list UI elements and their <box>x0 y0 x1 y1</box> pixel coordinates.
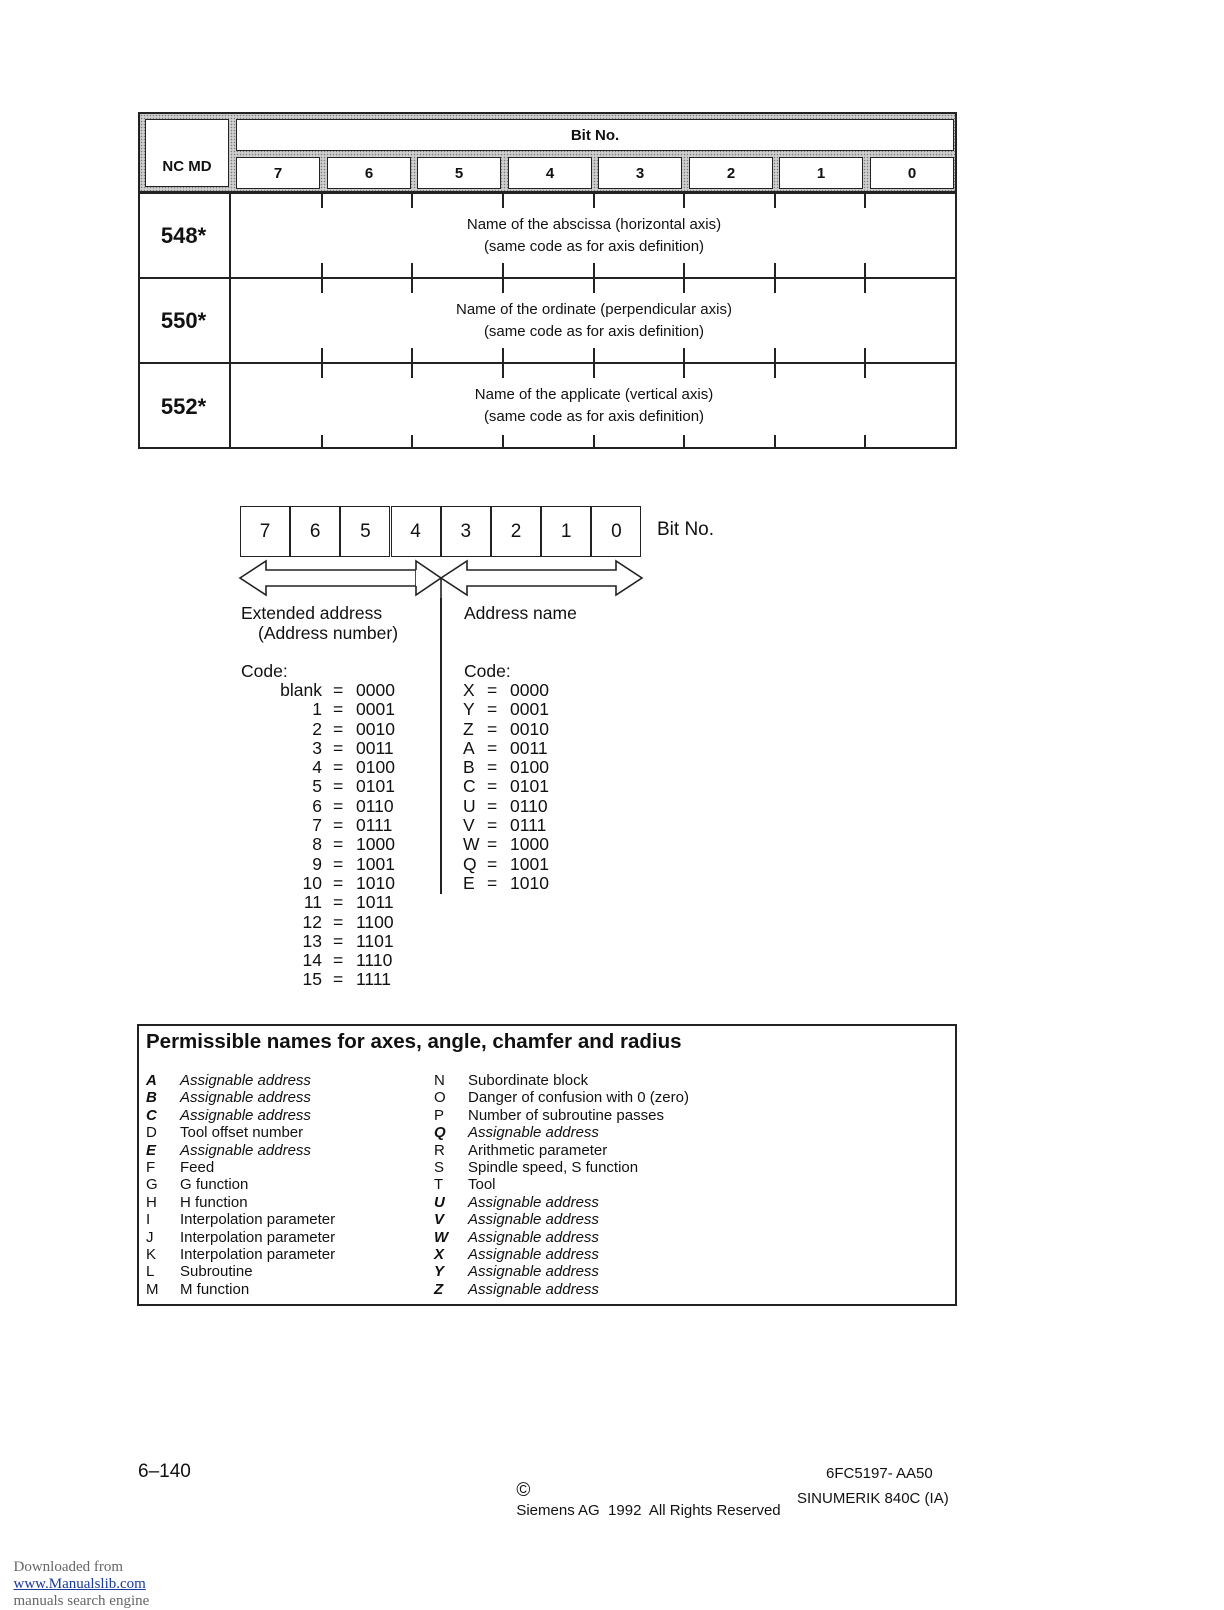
code-line <box>463 797 583 816</box>
nc-md-header <box>145 119 229 187</box>
name-letter: L <box>146 1263 155 1281</box>
name-description: Assignable address <box>468 1211 599 1229</box>
code-equals: = <box>333 757 344 778</box>
code-value: 0011 <box>356 737 394 758</box>
code-key: Z <box>463 718 474 739</box>
bit-divider-tick <box>864 348 866 362</box>
bit-header-label: 5 <box>454 164 464 182</box>
code-value: 0001 <box>356 699 395 720</box>
bit-divider-tick <box>774 263 776 277</box>
table-row <box>138 362 957 449</box>
copyright-symbol: © <box>516 1480 531 1501</box>
bit-divider-tick <box>864 435 866 449</box>
code-key: 8 <box>312 834 322 855</box>
name-letter: Z <box>434 1280 444 1298</box>
code-line <box>240 700 410 719</box>
code-value: 0001 <box>510 699 549 720</box>
md-description-line-2: (same code as for axis definition) <box>483 323 705 340</box>
bit-divider-tick <box>683 194 685 208</box>
right-code-label: Code: <box>464 661 511 681</box>
code-key: 10 <box>302 872 322 893</box>
name-description: Danger of confusion with 0 (zero) <box>468 1089 689 1107</box>
bit-header-cell <box>327 157 411 189</box>
code-key: Q <box>463 853 477 874</box>
code-line <box>463 720 583 739</box>
bit-divider-tick <box>321 263 323 277</box>
name-letter: F <box>146 1159 156 1176</box>
copyright-line <box>508 1463 781 1519</box>
name-description: Assignable address <box>180 1072 311 1089</box>
code-line <box>463 681 583 700</box>
bit-no-label: Bit No. <box>570 126 620 144</box>
name-letter: D <box>146 1124 157 1142</box>
bit-divider-tick <box>411 348 413 362</box>
left-code-label: Code: <box>241 661 288 681</box>
name-description: Arithmetic parameter <box>468 1141 608 1159</box>
code-line <box>463 835 583 854</box>
code-value: 0101 <box>356 776 395 797</box>
table-row <box>138 277 957 362</box>
address-name-code-list <box>463 681 583 893</box>
code-line <box>463 855 583 874</box>
download-banner <box>6 1542 149 1610</box>
code-value: 1011 <box>356 892 394 913</box>
order-number: 6FC5197- AA50 <box>826 1465 933 1482</box>
bit-header-label: 1 <box>816 164 826 182</box>
bit-divider-tick <box>683 435 685 449</box>
name-description: Interpolation parameter <box>180 1228 336 1246</box>
code-equals: = <box>487 834 498 855</box>
bit-divider-tick <box>774 279 776 293</box>
bit-divider-tick <box>321 279 323 293</box>
bit-divider-tick <box>321 364 323 378</box>
bit-divider-tick <box>321 435 323 449</box>
bit-divider-tick <box>683 263 685 277</box>
bit-header-label: 3 <box>635 164 645 182</box>
bit-header-cell <box>870 157 954 189</box>
name-description: Assignable address <box>180 1089 311 1107</box>
bit-divider-tick <box>593 194 595 208</box>
code-line <box>240 720 410 739</box>
md-description-line-2: (same code as for axis definition) <box>483 408 705 425</box>
code-key: 1 <box>312 699 322 720</box>
bit-divider-tick <box>321 348 323 362</box>
name-description: Interpolation parameter <box>180 1211 336 1229</box>
code-line <box>463 816 583 835</box>
code-equals: = <box>333 892 344 913</box>
name-description: Assignable address <box>468 1280 599 1298</box>
bit-divider-tick <box>593 364 595 378</box>
bit-divider-tick <box>502 364 504 378</box>
code-value: 0110 <box>356 795 394 816</box>
diagram-bit-no-label: Bit No. <box>657 519 715 540</box>
name-letter: C <box>146 1106 157 1124</box>
bit-box: 5 <box>340 506 390 557</box>
code-equals: = <box>333 815 344 836</box>
download-suffix: manuals search engine <box>13 1593 150 1609</box>
name-description: Assignable address <box>468 1263 599 1281</box>
code-value: 1000 <box>510 834 549 855</box>
code-key: 3 <box>312 737 322 758</box>
code-key: Y <box>463 699 475 720</box>
page-number: 6–140 <box>138 1461 191 1482</box>
code-equals: = <box>487 795 498 816</box>
name-letter: K <box>146 1246 157 1263</box>
code-line <box>463 777 583 796</box>
name-letter: A <box>146 1072 157 1089</box>
code-key: 6 <box>312 795 322 816</box>
code-value: 0110 <box>510 795 548 816</box>
permissible-names-box <box>137 1024 957 1306</box>
code-key: W <box>463 834 480 855</box>
name-description: Assignable address <box>468 1246 599 1263</box>
bit-divider-tick <box>774 364 776 378</box>
bit-header-label: 0 <box>907 164 917 182</box>
permissible-names-title: Permissible names for axes, angle, chamfer and radius <box>146 1030 682 1053</box>
bit-divider-tick <box>683 279 685 293</box>
bit-divider-tick <box>683 364 685 378</box>
name-letter: N <box>434 1072 445 1089</box>
code-value: 1111 <box>356 969 392 990</box>
code-line <box>240 835 410 854</box>
code-equals: = <box>333 834 344 855</box>
bit-divider-tick <box>502 435 504 449</box>
code-key: 7 <box>312 815 322 836</box>
bit-divider-tick <box>502 263 504 277</box>
code-key: X <box>463 680 475 700</box>
code-line <box>240 758 410 777</box>
bit-divider-tick <box>411 364 413 378</box>
bit-header-cell <box>598 157 682 189</box>
bit-divider-tick <box>593 263 595 277</box>
code-equals: = <box>487 757 498 778</box>
name-description: H function <box>180 1193 248 1211</box>
name-letter: G <box>146 1176 158 1194</box>
bit-header-cell <box>779 157 863 189</box>
md-description-line-2: (same code as for axis definition) <box>483 238 705 255</box>
bit-divider-tick <box>593 348 595 362</box>
code-equals: = <box>333 930 344 951</box>
bit-divider-tick <box>321 194 323 208</box>
code-equals: = <box>487 699 498 720</box>
name-description: Number of subroutine passes <box>468 1106 664 1124</box>
name-description: Assignable address <box>468 1228 599 1246</box>
table-header <box>138 112 957 193</box>
bit-box: 0 <box>591 506 641 557</box>
code-line <box>240 855 410 874</box>
name-letter: U <box>434 1193 445 1211</box>
code-line <box>463 758 583 777</box>
address-name-arrow <box>441 561 642 595</box>
code-line <box>463 700 583 719</box>
code-equals: = <box>333 718 344 739</box>
name-letter: J <box>146 1228 154 1246</box>
download-prefix: Downloaded from <box>13 1559 124 1575</box>
code-line <box>240 739 410 758</box>
bit-box: 6 <box>290 506 340 557</box>
name-description: Interpolation parameter <box>180 1246 336 1263</box>
code-equals: = <box>333 872 344 893</box>
code-value: 1001 <box>356 853 395 874</box>
bit-header-cell <box>236 157 320 189</box>
name-letter: R <box>434 1141 445 1159</box>
name-letter: O <box>434 1089 446 1107</box>
code-line <box>240 893 410 912</box>
name-letter: M <box>146 1280 159 1298</box>
code-key: 12 <box>302 911 322 932</box>
range-arrows <box>236 558 648 600</box>
code-value: 1010 <box>356 872 395 893</box>
product-name: SINUMERIK 840C (IA) <box>797 1490 949 1507</box>
code-equals: = <box>487 718 498 739</box>
code-value: 0101 <box>510 776 549 797</box>
bit-divider-tick <box>411 263 413 277</box>
name-letter: X <box>434 1246 445 1263</box>
code-equals: = <box>487 872 498 893</box>
name-letter: Y <box>434 1263 445 1281</box>
code-line <box>240 816 410 835</box>
name-description: Assignable address <box>468 1193 599 1211</box>
bit-no-header <box>236 119 954 151</box>
code-equals: = <box>333 853 344 874</box>
code-equals: = <box>487 815 498 836</box>
extended-address-title: Extended address <box>241 603 383 623</box>
code-equals: = <box>487 737 498 758</box>
code-key: 4 <box>312 757 322 778</box>
code-key: blank <box>280 680 322 700</box>
code-line <box>240 913 410 932</box>
bit-divider-tick <box>411 435 413 449</box>
code-value: 0111 <box>356 815 393 836</box>
code-equals: = <box>487 776 498 797</box>
bit-divider-tick <box>411 194 413 208</box>
bit-divider-tick <box>774 348 776 362</box>
code-key: 15 <box>302 969 322 990</box>
code-line <box>240 874 410 893</box>
name-description: Subroutine <box>180 1263 253 1281</box>
extended-address-arrow <box>240 561 416 595</box>
code-value: 1001 <box>510 853 549 874</box>
bit-header-cell <box>417 157 501 189</box>
code-line <box>463 739 583 758</box>
code-line <box>240 970 410 989</box>
code-key: E <box>463 872 475 893</box>
address-number-subtitle: (Address number) <box>258 623 399 643</box>
code-key: 14 <box>302 950 322 971</box>
bit-divider-tick <box>864 263 866 277</box>
code-value: 0000 <box>510 680 549 700</box>
code-value: 0111 <box>510 815 547 836</box>
code-key: V <box>463 815 475 836</box>
code-value: 1100 <box>356 911 394 932</box>
name-description: Assignable address <box>180 1106 311 1124</box>
code-line <box>240 681 410 700</box>
name-letter: I <box>146 1211 151 1229</box>
code-equals: = <box>333 699 344 720</box>
name-letter: S <box>434 1159 445 1176</box>
md-description-line-1: Name of the ordinate (perpendicular axis) <box>456 301 732 318</box>
code-equals: = <box>333 911 344 932</box>
copyright-text: Siemens AG 1992 All Rights Reserved <box>516 1502 781 1519</box>
code-equals: = <box>333 950 344 971</box>
code-equals: = <box>487 680 498 700</box>
code-line <box>240 932 410 951</box>
bit-header-label: 4 <box>545 164 555 182</box>
code-value: 1000 <box>356 834 395 855</box>
bit-box: 4 <box>391 506 441 557</box>
md-number: 548* <box>138 194 231 277</box>
name-description: Subordinate block <box>468 1072 589 1089</box>
code-line <box>240 951 410 970</box>
code-value: 1110 <box>356 950 393 971</box>
bit-divider-tick <box>683 348 685 362</box>
code-key: 13 <box>302 930 322 951</box>
code-equals: = <box>333 737 344 758</box>
nc-md-label: NC MD <box>162 158 212 175</box>
bit-divider-tick <box>502 279 504 293</box>
code-key: C <box>463 776 476 797</box>
code-key: 11 <box>303 892 322 913</box>
bit-header-cell <box>689 157 773 189</box>
code-value: 0100 <box>510 757 549 778</box>
md-description-line-1: Name of the applicate (vertical axis) <box>474 386 714 403</box>
name-description: Tool <box>468 1176 496 1194</box>
code-line <box>463 874 583 893</box>
bit-box: 7 <box>240 506 290 557</box>
bit-header-label: 6 <box>364 164 374 182</box>
name-letter: V <box>434 1211 445 1229</box>
name-description: Tool offset number <box>180 1124 304 1142</box>
code-key: 5 <box>312 776 322 797</box>
name-letter: W <box>434 1228 449 1246</box>
code-equals: = <box>333 969 344 990</box>
table-row <box>138 192 957 277</box>
code-value: 0011 <box>510 737 548 758</box>
name-description: M function <box>180 1280 250 1298</box>
bit-divider-tick <box>593 279 595 293</box>
name-description: Assignable address <box>468 1124 599 1142</box>
name-description: Feed <box>180 1159 215 1176</box>
code-key: A <box>463 737 475 758</box>
name-description: Spindle speed, S function <box>468 1159 639 1176</box>
code-value: 0100 <box>356 757 395 778</box>
code-value: 0010 <box>356 718 395 739</box>
bit-divider-tick <box>593 435 595 449</box>
code-equals: = <box>333 776 344 797</box>
bit-box: 3 <box>441 506 491 557</box>
code-key: 9 <box>312 853 322 874</box>
code-key: U <box>463 795 476 816</box>
bit-divider-tick <box>864 194 866 208</box>
bit-header-label: 7 <box>273 164 283 182</box>
code-value: 1101 <box>356 930 394 951</box>
name-description: G function <box>180 1176 249 1194</box>
code-value: 0010 <box>510 718 549 739</box>
bit-divider-tick <box>774 194 776 208</box>
bit-divider-tick <box>864 364 866 378</box>
bit-box: 2 <box>491 506 541 557</box>
code-line <box>240 797 410 816</box>
name-letter: E <box>146 1141 157 1159</box>
md-description-line-1: Name of the abscissa (horizontal axis) <box>466 216 722 233</box>
bit-divider-tick <box>864 279 866 293</box>
md-number: 552* <box>138 364 231 449</box>
bit-divider-tick <box>411 279 413 293</box>
name-description: Assignable address <box>180 1141 311 1159</box>
code-equals: = <box>333 680 344 700</box>
diagram-divider-line <box>440 598 442 894</box>
bit-header-cell <box>508 157 592 189</box>
address-name-title: Address name <box>464 603 577 623</box>
code-equals: = <box>487 853 498 874</box>
name-letter: T <box>434 1176 444 1194</box>
code-line <box>240 777 410 796</box>
bit-box: 1 <box>541 506 591 557</box>
name-letter: H <box>146 1193 157 1211</box>
name-letter: B <box>146 1089 157 1107</box>
machine-data-table <box>138 112 957 449</box>
md-number: 550* <box>138 279 231 362</box>
code-value: 1010 <box>510 872 549 893</box>
bit-divider-tick <box>502 194 504 208</box>
code-value: 0000 <box>356 680 395 700</box>
code-key: B <box>463 757 475 778</box>
bit-divider-tick <box>502 348 504 362</box>
name-letter: Q <box>434 1124 446 1142</box>
manualslib-link[interactable]: www.Manualslib.com <box>13 1576 146 1592</box>
extended-address-code-list <box>240 681 410 990</box>
code-equals: = <box>333 795 344 816</box>
bit-divider-tick <box>774 435 776 449</box>
name-letter: P <box>434 1106 445 1124</box>
bit-header-label: 2 <box>726 164 736 182</box>
code-key: 2 <box>312 718 322 739</box>
